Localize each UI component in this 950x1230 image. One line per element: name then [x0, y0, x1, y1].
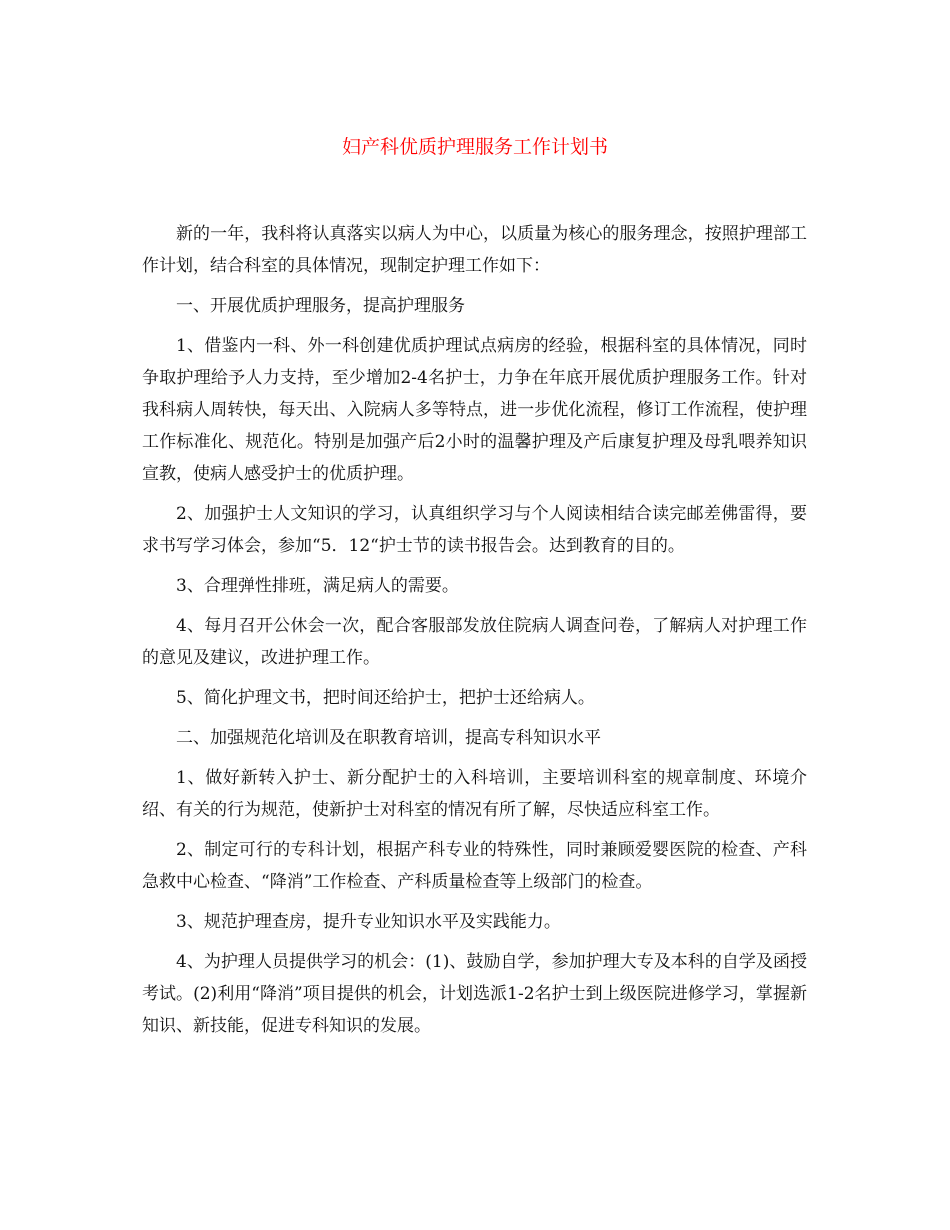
- paragraph-2-2: 2、制定可行的专科计划，根据产科专业的特殊性，同时兼顾爱婴医院的检查、产科急救中心检查、“降消”工作检查、产科质量检查等上级部门的检查。: [142, 840, 807, 892]
- paragraph-intro: 新的一年，我科将认真落实以病人为中心，以质量为核心的服务理念，按照护理部工作计划，结合科室的具体情况，现制定护理工作如下：: [142, 224, 807, 276]
- document-title: 妇产科优质护理服务工作计划书: [341, 136, 608, 158]
- paragraph-1-2: 2、加强护士人文知识的学习，认真组织学习与个人阅读相结合读完邮差佛雷得，要求书写学习体会，参加“5．12“护士节的读书报告会。达到教育的目的。: [142, 504, 807, 556]
- section-heading-2: 二、加强规范化培训及在职教育培训，提高专科知识水平: [176, 728, 601, 748]
- paragraph-1-4: 4、每月召开公休会一次，配合客服部发放住院病人调查问卷，了解病人对护理工作的意见及建议，改进护理工作。: [142, 616, 807, 668]
- paragraph-1-5: 5、简化护理文书，把时间还给护士，把护士还给病人。: [176, 688, 595, 708]
- document-body: [142, 218, 807, 1050]
- paragraph-2-3: 3、规范护理查房，提升专业知识水平及实践能力。: [176, 912, 561, 932]
- paragraph-2-4: 4、为护理人员提供学习的机会：(1)、鼓励自学，参加护理大专及本科的自学及函授考试。(2)利用“降消”项目提供的机会，计划选派1-2名护士到上级医院进修学习，掌握新知识、新技能，促进专科知识的发展。: [142, 952, 807, 1036]
- paragraph-1-3: 3、合理弹性排班，满足病人的需要。: [176, 576, 459, 596]
- paragraph-1-1: 1、借鉴内一科、外一科创建优质护理试点病房的经验，根据科室的具体情况，同时争取护理给予人力支持，至少增加2-4名护士，力争在年底开展优质护理服务工作。针对我科病人周转快，每天出、入院病人多等特点，进一步优化流程，修订工作流程，使护理工作标准化、规范化。特别是加强产后2小时的温馨护理及产后康复护理及母乳喂养知识宣教，使病人感受护士的优质护理。: [142, 336, 807, 484]
- section-heading-1: 一、开展优质护理服务，提高护理服务: [176, 296, 465, 316]
- paragraph-2-1: 1、做好新转入护士、新分配护士的入科培训，主要培训科室的规章制度、环境介绍、有关的行为规范，使新护士对科室的情况有所了解，尽快适应科室工作。: [142, 768, 807, 820]
